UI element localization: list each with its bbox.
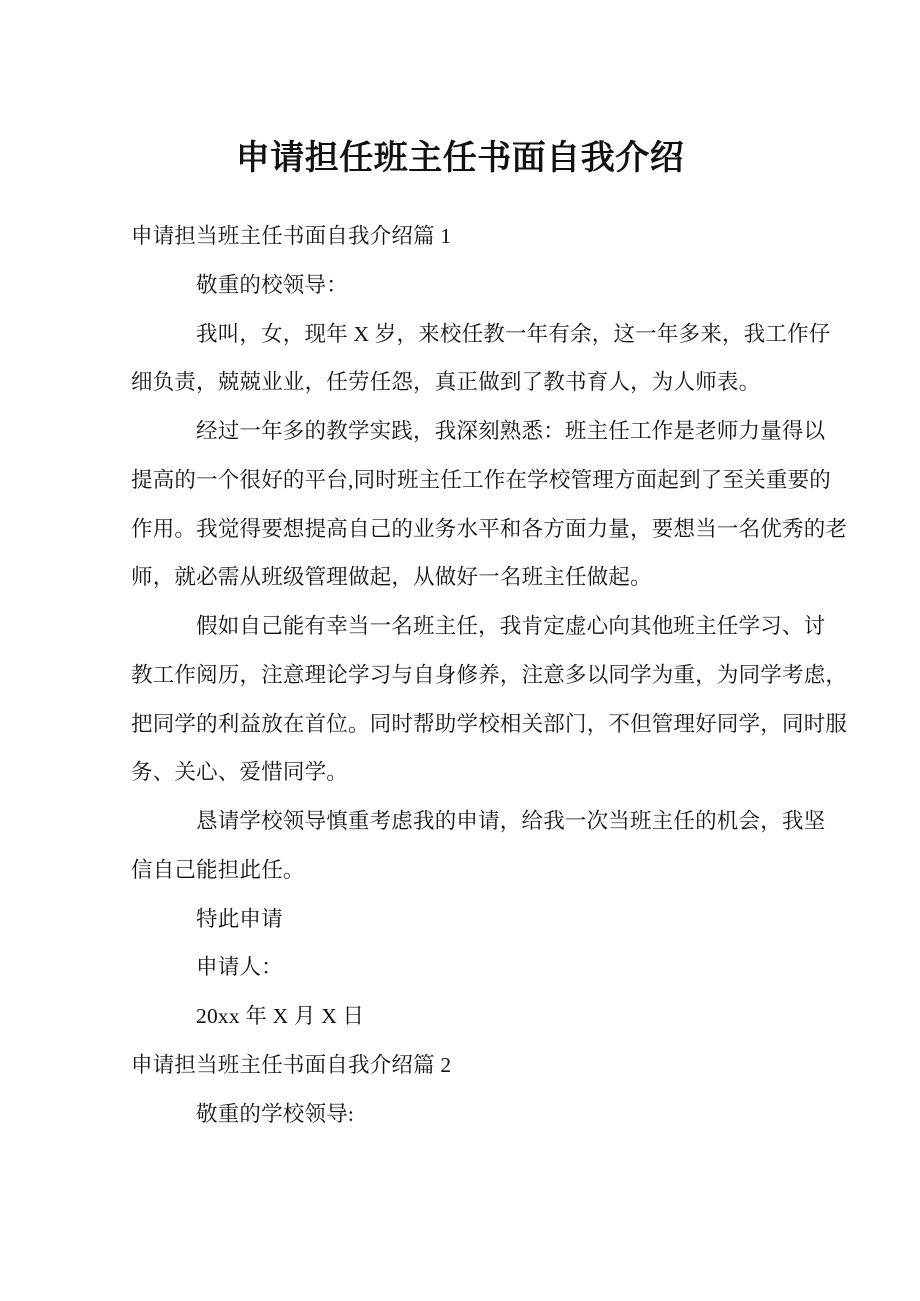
body-line: 恳请学校领导慎重考虑我的申请，给我一次当班主任的机会，我坚	[196, 809, 826, 833]
body-line: 提高的一个很好的平台,同时班主任工作在学校管理方面起到了至关重要的	[131, 467, 831, 492]
body-line: 20xx 年 X 月 X 日	[196, 1004, 365, 1028]
body-line: 教工作阅历，注意理论学习与自身修养，注意多以同学为重，为同学考虑，	[131, 662, 848, 687]
body-line: 敬重的学校领导:	[196, 1101, 355, 1126]
document-body	[131, 212, 848, 1138]
body-line: 假如自己能有幸当一名班主任，我肯定虚心向其他班主任学习、讨	[196, 614, 826, 638]
body-line: 把同学的利益放在首位。同时帮助学校相关部门，不但管理好同学，同时服	[131, 711, 848, 736]
body-line: 师，就必需从班级管理做起，从做好一名班主任做起。	[131, 565, 652, 590]
body-line: 经过一年多的教学实践，我深刻熟悉：班主任工作是老师力量得以	[196, 419, 826, 443]
body-line: 特此申请	[196, 906, 283, 931]
body-line: 我叫，女，现年 X 岁，来校任教一年有余，这一年多来，我工作仔	[196, 321, 831, 346]
section-heading: 申请担当班主任书面自我介绍篇 1	[131, 224, 452, 248]
body-line: 敬重的校领导：	[196, 272, 348, 297]
document-title: 申请担任班主任书面自我介绍	[235, 140, 685, 177]
body-line: 细负责，兢兢业业，任劳任怨，真正做到了教书育人，为人师表。	[131, 370, 761, 395]
body-line: 信自己能担此任。	[131, 857, 305, 882]
body-line: 务、关心、爱惜同学。	[131, 760, 349, 785]
body-line: 作用。我觉得要想提高自己的业务水平和各方面力量，要想当一名优秀的老	[131, 516, 848, 541]
section-heading: 申请担当班主任书面自我介绍篇 2	[131, 1052, 452, 1077]
body-line: 申请人：	[196, 955, 283, 980]
